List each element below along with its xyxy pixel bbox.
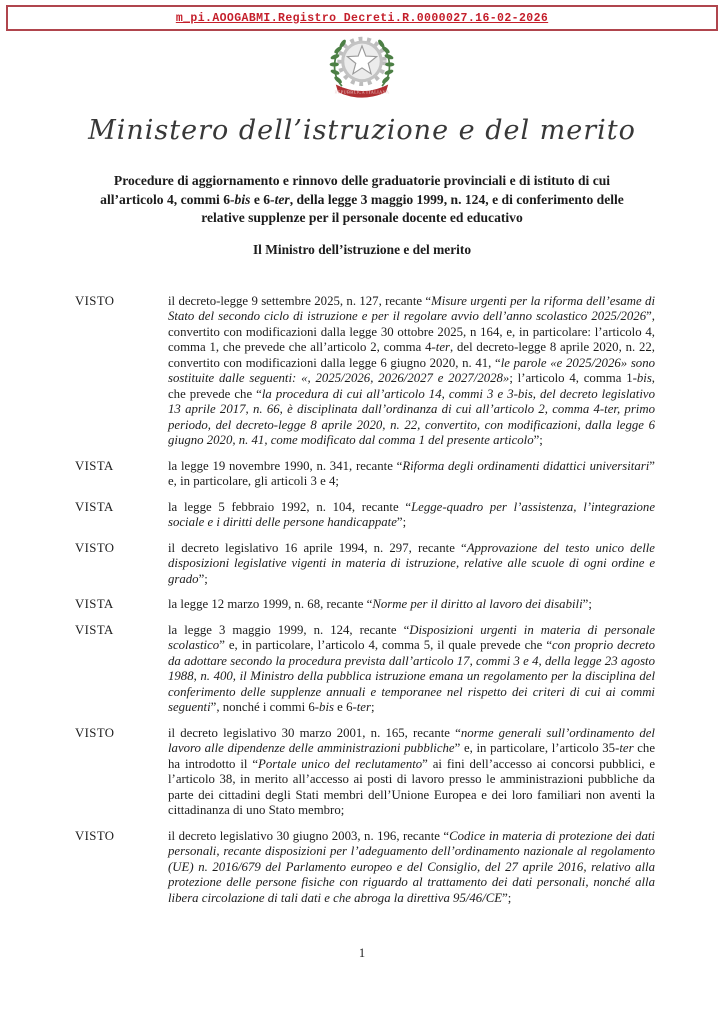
recital-label: VISTA [75,622,114,637]
recital-row [75,541,655,588]
recital-label: VISTO [75,540,115,555]
recital-text: la legge 3 maggio 1999, n. 124, recante “Disposizioni urgenti in materia di personale scolastico” e, in particolare, l’articolo 4, comma 5, il quale prevede che “con proprio decreto da adottare secondo la procedura prevista dall’articolo 17, commi 3 e 4, della legge 23 agosto 1988, n. 400, il Ministro della pubblica istruzione emana un regolamento per la disciplina del conferimento delle supplenze annuali e temporanee nel rispetto dei criteri di cui ai commi seguenti”, nonché i commi 6-bis e 6-ter; [168,622,655,714]
recital-text: il decreto-legge 9 settembre 2025, n. 127, recante “Misure urgenti per la riforma dell’esame di Stato del secondo ciclo di istruzione e per il regolare avvio dell’anno scolastico 2025/2026”, convertito con modificazioni dalla legge 30 ottobre 2025, n 164, e, in particolare: l’articolo 4, comma 1, che prevede che all’articolo 2, comma 4-ter, del decreto-legge 8 aprile 2020, n. 22, convertito con modificazioni dalla legge 6 giugno 2020, n. 41, “le parole «e 2025/2026» sono sostituite dalle seguenti: «, 2025/2026, 2026/2027 e 2027/2028»; l’articolo 4, comma 1-bis, che prevede che “la procedura di cui all’articolo 14, commi 3 e 3-bis, del decreto legislativo 13 aprile 2017, n. 66, è disciplinata dall’ordinanza di cui all’articolo 2, comma 4-ter, primo periodo, del decreto-legge 8 aprile 2020, n. 22, convertito, con modificazioni, dalla legge 6 giugno 2020, n. 41, come modificato dal comma 1 del presente articolo”; [168,293,656,447]
recitals-list [75,294,655,907]
recital-text: il decreto legislativo 30 marzo 2001, n. 165, recante “norme generali sull’ordinamento del lavoro alle dipendenze delle amministrazioni pubbliche” e, in particolare, l’articolo 35-ter che ha introdotto il “Portale unico del reclutamento” ai fini dell’accesso ai concorsi pubblici, e l’articolo 38, in merito all’accesso ai posti di lavoro presso le amministrazioni pubbliche da parte dei cittadini degli Stati membri dell’Unione Europea e dei loro familiari non aventi la cittadinanza di uno Stato membro; [168,725,655,817]
recital-row [75,459,655,490]
ribbon-banner-text: REPUBBLICA ITALIANA [334,89,390,95]
recital-label: VISTO [75,293,115,308]
recital-text: la legge 5 febbraio 1992, n. 104, recante “Legge-quadro per l’assistenza, l’integrazione sociale e i diritti delle persone handicappate”; [168,499,655,529]
emblem-container [0,29,724,103]
page-number: 1 [358,946,366,960]
recital-row [75,623,655,716]
recital-text: la legge 12 marzo 1999, n. 68, recante “Norme per il diritto al lavoro dei disabili”; [168,597,592,611]
recital-label: VISTO [75,725,115,740]
recital-label: VISTO [75,828,115,843]
recital-row [75,294,655,449]
recital-row [75,726,655,819]
recital-label: VISTA [75,458,114,473]
recital-label: VISTA [75,499,114,514]
protocol-stamp-text: m_pi.AOOGABMI.Registro Decreti.R.0000027.16-02-2026 [175,11,549,25]
recital-row [75,500,655,531]
recital-text: il decreto legislativo 30 giugno 2003, n. 196, recante “Codice in materia di protezione dei dati personali, recante disposizioni per l’adeguamento dell’ordinamento nazionale al regolamento (UE) n. 2016/679 del Parlamento europeo e del Consiglio, del 27 aprile 2016, relativo alla protezione delle persone fisiche con riguardo al trattamento dei dati personali, nonché alla libera circolazione di tali dati e che abroga la direttiva 95/46/CE”; [168,828,655,905]
recital-row [75,829,655,907]
recital-row [75,597,655,613]
recital-text: la legge 19 novembre 1990, n. 341, recante “Riforma degli ordinamenti didattici universitari” e, in particolare, gli articoli 3 e 4; [168,458,655,488]
italy-emblem-icon [323,29,401,103]
recital-text: il decreto legislativo 16 aprile 1994, n. 297, recante “Approvazione del testo unico delle disposizioni legislative vigenti in materia di istruzione, relative alle scuole di ogni ordine e grado”; [168,540,655,586]
protocol-stamp-box [6,5,718,31]
decree-subject: Procedure di aggiornamento e rinnovo delle graduatorie provinciali e di istituto di cui all’articolo 4, commi 6-bis e 6-ter, della legge 3 maggio 1999, n. 124, e di conferimento delle relative supplenze per il personale docente ed educativo [100,173,624,225]
recital-label: VISTA [75,597,114,611]
minister-heading: Il Ministro dell’istruzione e del merito [252,241,472,257]
ministry-title: Ministero dell’istruzione e del merito [88,115,636,146]
